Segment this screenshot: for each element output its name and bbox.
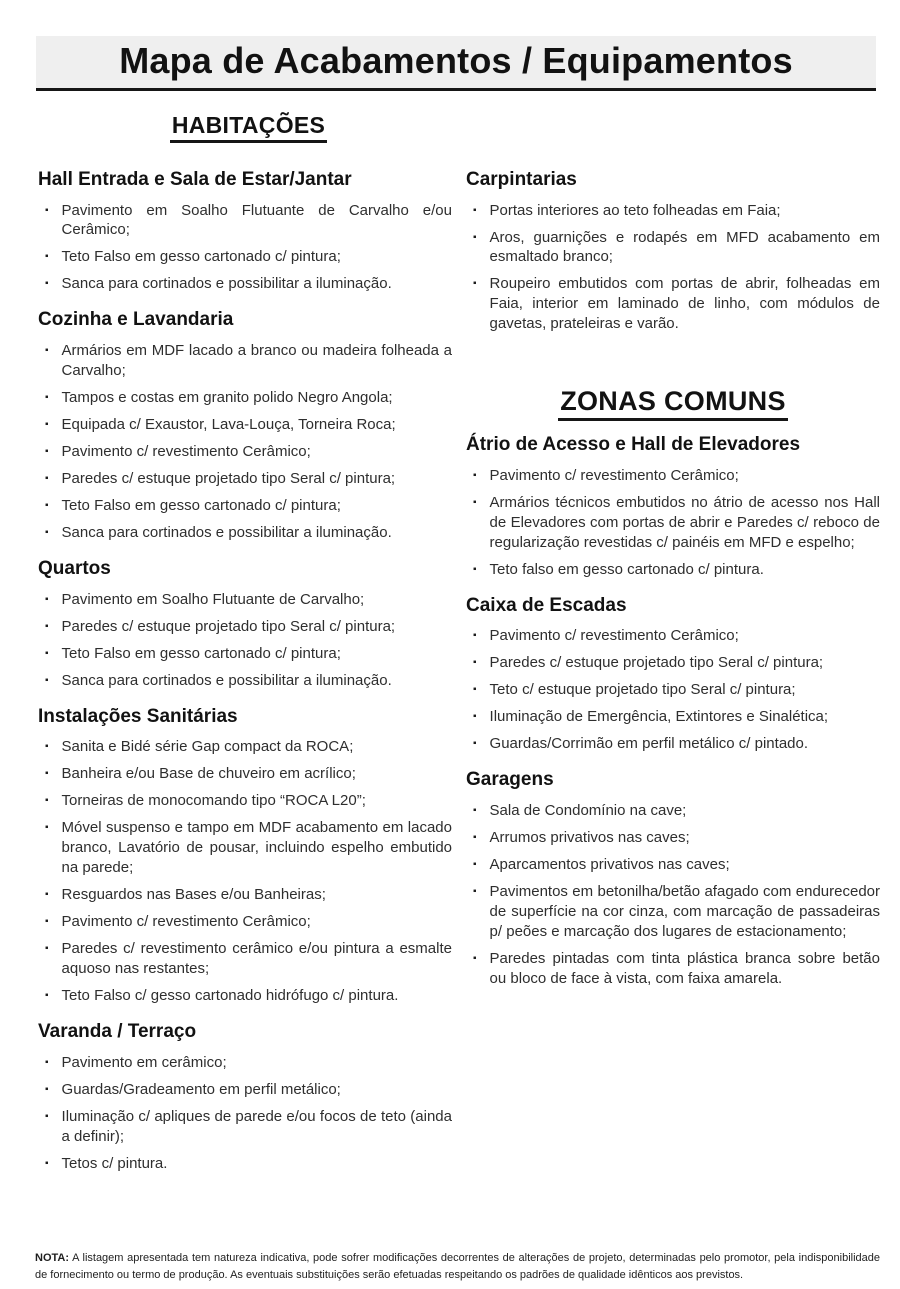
list-item-text: Paredes c/ estuque projetado tipo Seral c/ pintura;	[489, 654, 824, 672]
bullet-square-icon: ▪	[45, 647, 49, 659]
bullet-square-icon: ▪	[45, 943, 49, 955]
list-item-text: Guardas/Gradeamento em perfil metálico;	[61, 1080, 341, 1098]
list-item-text: Teto c/ estuque projetado tipo Seral c/ pintura;	[489, 681, 796, 699]
bullet-list	[38, 1053, 452, 1174]
list-item	[473, 274, 880, 334]
list-item-text: Pavimento c/ revestimento Cerâmico;	[61, 913, 311, 931]
bullet-square-icon: ▪	[473, 952, 477, 964]
list-item	[45, 469, 452, 489]
list-item-text: Teto Falso c/ gesso cartonado hidrófugo c/ pintura.	[61, 987, 399, 1005]
list-item	[473, 680, 880, 700]
list-item	[45, 496, 452, 516]
bullet-square-icon: ▪	[45, 499, 49, 511]
list-item	[473, 707, 880, 727]
right-sections-top	[466, 168, 880, 334]
content-columns	[38, 168, 880, 1181]
bullet-list	[466, 626, 880, 754]
bullet-square-icon: ▪	[45, 526, 49, 538]
bullet-square-icon: ▪	[473, 231, 477, 243]
list-item-text: Aparcamentos privativos nas caves;	[489, 856, 730, 874]
bullet-square-icon: ▪	[45, 741, 49, 753]
list-item-text: Resguardos nas Bases e/ou Banheiras;	[61, 886, 326, 904]
bullet-square-icon: ▪	[473, 711, 477, 723]
list-item	[45, 912, 452, 932]
bullet-square-icon: ▪	[473, 684, 477, 696]
bullet-square-icon: ▪	[45, 278, 49, 290]
list-item-text: Teto Falso em gesso cartonado c/ pintura;	[61, 496, 341, 514]
heading-habitacoes: HABITAÇÕES	[170, 112, 327, 142]
list-item-text: Armários técnicos embutidos no átrio de acesso nos Hall de Elevadores com portas de abrir e Paredes c/ reboco de regularização revestidas c/ painéis em MFD e espelho;	[489, 493, 880, 551]
bullet-square-icon: ▪	[45, 204, 49, 216]
bullet-square-icon: ▪	[45, 418, 49, 430]
bullet-square-icon: ▪	[473, 805, 477, 817]
section-title: Quartos	[38, 557, 111, 579]
list-item	[473, 653, 880, 673]
list-item-text: Pavimentos em betonilha/betão afagado com endurecedor de superfície na cor cinza, com marcação de passadeiras p/ peões e marcação dos lugares de estacionamento;	[489, 883, 880, 940]
section-title: Instalações Sanitárias	[38, 705, 238, 727]
list-item	[473, 882, 880, 942]
list-item	[45, 791, 452, 811]
bullet-square-icon: ▪	[45, 822, 49, 834]
bullet-list	[466, 466, 880, 580]
column-heading-row	[38, 112, 880, 142]
document-title-box	[36, 36, 876, 91]
bullet-square-icon: ▪	[473, 563, 477, 575]
bullet-square-icon: ▪	[473, 278, 477, 290]
list-item-text: Aros, guarnições e rodapés em MFD acabamento em esmaltado branco;	[489, 228, 880, 266]
section-title: Hall Entrada e Sala de Estar/Jantar	[38, 168, 352, 190]
bullet-square-icon: ▪	[45, 1083, 49, 1095]
list-item	[45, 986, 452, 1006]
section-title: Varanda / Terraço	[38, 1021, 197, 1043]
bullet-list	[466, 801, 880, 989]
left-column	[38, 168, 452, 1181]
section-garagens	[466, 768, 880, 988]
bullet-square-icon: ▪	[473, 859, 477, 871]
list-item-text: Torneiras de monocomando tipo “ROCA L20”;	[61, 792, 366, 810]
list-item-text: Teto falso em gesso cartonado c/ pintura.	[489, 560, 764, 578]
list-item	[45, 201, 452, 241]
list-item	[45, 737, 452, 757]
list-item	[473, 626, 880, 646]
list-item-text: Roupeiro embutidos com portas de abrir, folheadas em Faia, interior em laminado de linho, com módulos de gavetas, prateleiras e varão.	[489, 275, 880, 333]
section-title: Garagens	[466, 769, 554, 791]
list-item-text: Pavimento c/ revestimento Cerâmico;	[61, 442, 311, 460]
list-item-text: Banheira e/ou Base de chuveiro em acrílico;	[61, 765, 356, 783]
section-atrio-de-acesso-e-hall-de-elevadores	[466, 433, 880, 580]
left-heading-cell	[38, 112, 459, 142]
list-item	[45, 523, 452, 543]
list-item	[473, 466, 880, 486]
list-item	[45, 388, 452, 408]
list-item-text: Iluminação de Emergência, Extintores e Sinalética;	[489, 708, 829, 726]
list-item	[45, 274, 452, 294]
list-item-text: Sanita e Bidé série Gap compact da ROCA;	[61, 738, 354, 756]
list-item	[45, 671, 452, 691]
list-item	[45, 1107, 452, 1147]
section-title: Cozinha e Lavandaria	[38, 309, 234, 331]
bullet-square-icon: ▪	[45, 620, 49, 632]
list-item-text: Pavimento em Soalho Flutuante de Carvalho;	[61, 590, 365, 608]
list-item-text: Sanca para cortinados e possibilitar a iluminação.	[61, 523, 392, 541]
bullet-square-icon: ▪	[473, 832, 477, 844]
bullet-square-icon: ▪	[45, 1110, 49, 1122]
footer-note-text: A listagem apresentada tem natureza indicativa, pode sofrer modificações decorrentes de alterações de projeto, determinadas pelo promotor, pela indisponibilidade de fornecimento ou termo de produção. As eventuais substituições serão efetuadas respeitando os padrões de qualidade idênticos aos previstos.	[35, 1252, 880, 1281]
list-item-text: Tetos c/ pintura.	[61, 1154, 168, 1172]
left-sections	[38, 168, 452, 1174]
bullet-square-icon: ▪	[45, 1157, 49, 1169]
section-hall-entrada-e-sala-de-estar-jantar	[38, 168, 452, 295]
bullet-square-icon: ▪	[45, 445, 49, 457]
list-item-text: Paredes pintadas com tinta plástica branca sobre betão ou bloco de face à vista, com faixa amarela.	[489, 949, 880, 987]
bullet-list	[38, 341, 452, 543]
list-item-text: Guardas/Corrimão em perfil metálico c/ pintado.	[489, 735, 809, 753]
section-quartos	[38, 557, 452, 691]
bullet-square-icon: ▪	[473, 469, 477, 481]
list-item	[45, 617, 452, 637]
list-item-text: Iluminação c/ apliques de parede e/ou focos de teto (ainda a definir);	[61, 1107, 452, 1145]
list-item	[45, 939, 452, 979]
bullet-square-icon: ▪	[473, 630, 477, 642]
list-item	[45, 247, 452, 267]
right-sections-bottom	[466, 433, 880, 989]
list-item-text: Teto Falso em gesso cartonado c/ pintura;	[61, 644, 341, 662]
list-item-text: Pavimento c/ revestimento Cerâmico;	[489, 466, 739, 484]
list-item-text: Sanca para cortinados e possibilitar a iluminação.	[61, 275, 392, 293]
list-item-text: Sanca para cortinados e possibilitar a iluminação.	[61, 671, 392, 689]
footer-note-label: NOTA:	[35, 1252, 70, 1264]
list-item	[473, 949, 880, 989]
section-title: Caixa de Escadas	[466, 594, 627, 616]
list-item-text: Paredes c/ estuque projetado tipo Seral c/ pintura;	[61, 617, 396, 635]
list-item	[473, 493, 880, 553]
right-column	[466, 168, 880, 996]
zonas-comuns-heading-wrap	[466, 386, 880, 421]
bullet-square-icon: ▪	[45, 391, 49, 403]
right-heading-cell	[459, 112, 880, 142]
list-item-text: Tampos e costas em granito polido Negro Angola;	[61, 388, 393, 406]
bullet-square-icon: ▪	[45, 795, 49, 807]
list-item-text: Pavimento em cerâmico;	[61, 1053, 227, 1071]
list-item	[45, 1154, 452, 1174]
list-item-text: Paredes c/ estuque projetado tipo Seral c/ pintura;	[61, 469, 396, 487]
list-item	[45, 415, 452, 435]
section-title: Carpintarias	[466, 168, 577, 190]
list-item	[45, 764, 452, 784]
bullet-square-icon: ▪	[473, 657, 477, 669]
bullet-square-icon: ▪	[473, 886, 477, 898]
section-cozinha-e-lavandaria	[38, 308, 452, 543]
heading-zonas-comuns: ZONAS COMUNS	[558, 386, 788, 421]
bullet-square-icon: ▪	[45, 889, 49, 901]
bullet-square-icon: ▪	[45, 251, 49, 263]
list-item-text: Equipada c/ Exaustor, Lava-Louça, Torneira Roca;	[61, 415, 396, 433]
bullet-square-icon: ▪	[473, 496, 477, 508]
bullet-square-icon: ▪	[473, 204, 477, 216]
list-item	[473, 828, 880, 848]
bullet-square-icon: ▪	[45, 1056, 49, 1068]
footer-note	[35, 1236, 880, 1283]
list-item-text: Paredes c/ revestimento cerâmico e/ou pintura a esmalte aquoso nas restantes;	[61, 940, 452, 978]
section-title: Átrio de Acesso e Hall de Elevadores	[466, 434, 801, 456]
list-item	[473, 801, 880, 821]
section-instalacoes-sanitarias	[38, 705, 452, 1006]
list-item-text: Armários em MDF lacado a branco ou madeira folheada a Carvalho;	[61, 342, 452, 380]
list-item	[473, 201, 880, 221]
list-item-text: Portas interiores ao teto folheadas em Faia;	[489, 201, 781, 219]
list-item-text: Teto Falso em gesso cartonado c/ pintura;	[61, 248, 341, 266]
list-item-text: Móvel suspenso e tampo em MDF acabamento em lacado branco, Lavatório de pousar, incluindo espelho embutido na parede;	[61, 819, 452, 877]
list-item	[45, 644, 452, 664]
list-item	[45, 1080, 452, 1100]
list-item-text: Sala de Condomínio na cave;	[489, 802, 687, 820]
list-item	[473, 228, 880, 268]
page-title: Mapa de Acabamentos / Equipamentos	[119, 40, 793, 81]
list-item	[45, 885, 452, 905]
bullet-square-icon: ▪	[45, 472, 49, 484]
bullet-list	[38, 201, 452, 295]
section-varanda-terraco	[38, 1020, 452, 1174]
bullet-square-icon: ▪	[473, 738, 477, 750]
bullet-square-icon: ▪	[45, 345, 49, 357]
list-item	[45, 341, 452, 381]
list-item	[473, 734, 880, 754]
list-item	[45, 818, 452, 878]
list-item-text: Pavimento em Soalho Flutuante de Carvalho e/ou Cerâmico;	[61, 201, 452, 239]
list-item	[45, 442, 452, 462]
list-item	[45, 590, 452, 610]
bullet-square-icon: ▪	[45, 593, 49, 605]
list-item-text: Pavimento c/ revestimento Cerâmico;	[489, 627, 739, 645]
list-item	[473, 560, 880, 580]
bullet-list	[466, 201, 880, 335]
bullet-square-icon: ▪	[45, 674, 49, 686]
bullet-square-icon: ▪	[45, 768, 49, 780]
bullet-list	[38, 737, 452, 1006]
list-item-text: Arrumos privativos nas caves;	[489, 829, 690, 847]
section-carpintarias	[466, 168, 880, 334]
bullet-list	[38, 590, 452, 691]
list-item	[473, 855, 880, 875]
bullet-square-icon: ▪	[45, 916, 49, 928]
bullet-square-icon: ▪	[45, 990, 49, 1002]
section-caixa-de-escadas	[466, 594, 880, 755]
list-item	[45, 1053, 452, 1073]
